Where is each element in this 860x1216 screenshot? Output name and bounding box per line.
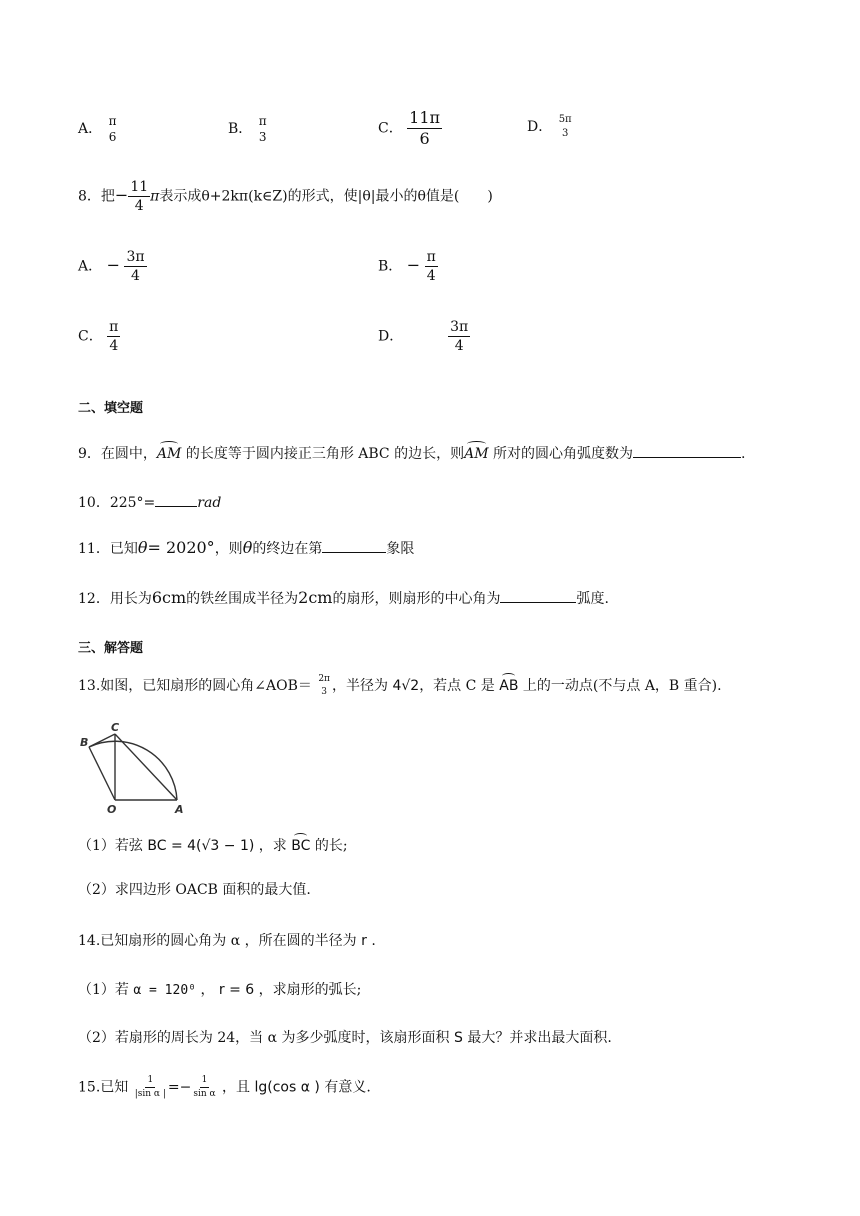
q8-option-a: A． − $\frac{3\pi}{4}$ [78,249,145,284]
q10-blank[interactable] [155,492,197,507]
q7-option-d-fraction: 5π 3 [558,114,572,139]
sector-figure [70,718,200,818]
q13-angle-fraction: 2π 3 [318,674,330,697]
q11-text: 11．已知θ= 2020°，则θ的终边在第 象限 [78,538,415,557]
q15-fraction-2: $\frac{1}{\text{sin α}}$ [193,1075,216,1099]
q8-option-b: B． − $\frac{\pi}{4}$ [378,249,436,284]
label-c: C [111,721,120,734]
sector-arc [89,741,177,800]
q8-option-d: D． $\frac{3\pi}{4}$ [378,319,469,354]
section-fill-in-title: 二、填空题 [78,401,144,416]
chord-bc [89,734,115,747]
q12-text: 12．用长为6cm的铁丝围成半径为2cm的扇形，则扇形的中心角为 弧度. [78,588,609,607]
q13-part2: （2）求四边形 OACB 面积的最大值. [78,882,311,898]
q8-option-c-fraction: $\frac{\pi}{4}$ [109,319,119,354]
q13-arc-bc: BC [291,838,311,854]
q8-option-c: C． $\frac{\pi}{4}$ [78,319,119,354]
q14-part1: （1）若 α = 120⁰ ， r = 6 ，求扇形的弧长; [78,982,362,998]
q9-blank[interactable] [633,443,741,458]
q14-stem: 14.已知扇形的圆心角为 α ，所在圆的半径为 r . [78,933,376,949]
q8-option-d-fraction: $\frac{3\pi}{4}$ [450,319,469,354]
q10-text: 10．225°= rad [78,492,221,513]
section-solution-title: 三、解答题 [78,641,144,656]
q7-option-a-fraction: π 6 [108,114,117,144]
q15-stem: 15.已知 $\frac{1}{\text{|sin α |}}$ =− $\frac{1}{\text{sin α}}$ ，且 lg(cos α ) 有意义. [78,1075,371,1099]
q15-fraction-1: $\frac{1}{\text{|sin α |}}$ [134,1075,166,1099]
q8-option-b-fraction: $\frac{\pi}{4}$ [426,249,436,284]
q11-blank[interactable] [322,538,386,553]
q8-stem: 8．把− $\frac{11}{4}$ π表示成θ+2kπ(k∈Z)的形式，使|θ|最小的θ值是( ) [78,179,493,214]
q9-arc-am-1: AM [156,446,182,462]
chord-ca [115,734,177,800]
label-b: B [80,736,89,749]
q12-blank[interactable] [500,588,576,603]
q9-text: 9．在圆中，AM 的长度等于圆内接正三角形 ABC 的边长，则AM 所对的圆心角弧度数为 . [78,443,745,464]
q13-part1: （1）若弦 BC = 4(√3 − 1) ，求 BC 的长; [78,838,348,854]
q13-arc-ab: AB [499,678,519,694]
q14-part2: （2）若扇形的周长为 24，当 α 为多少弧度时，该扇形面积 S 最大？并求出最大面积. [78,1030,612,1046]
q7-option-b-fraction: π 3 [258,114,267,144]
q7-option-b: B． π 3 [228,114,267,144]
label-a: A [175,803,184,816]
label-o: O [107,803,117,816]
q7-option-c-fraction: $\frac{11\pi}{6}$ [409,108,441,148]
radius-ob [89,747,115,800]
q13-stem: 13.如图，已知扇形的圆心角∠AOB＝ 2π 3 ，半径为 4√2，若点 C 是 AB 上的一动点(不与点 A，B 重合). [78,674,722,697]
q9-arc-am-2: AM [464,446,489,462]
q7-option-a: A． π 6 [78,114,117,144]
q7-option-d: D． 5π 3 [527,114,572,139]
q8-option-a-fraction: $\frac{3\pi}{4}$ [126,249,145,284]
q7-option-c: C． $\frac{11\pi}{6}$ [378,108,441,148]
q8-stem-fraction: $\frac{11}{4}$ [130,179,149,214]
